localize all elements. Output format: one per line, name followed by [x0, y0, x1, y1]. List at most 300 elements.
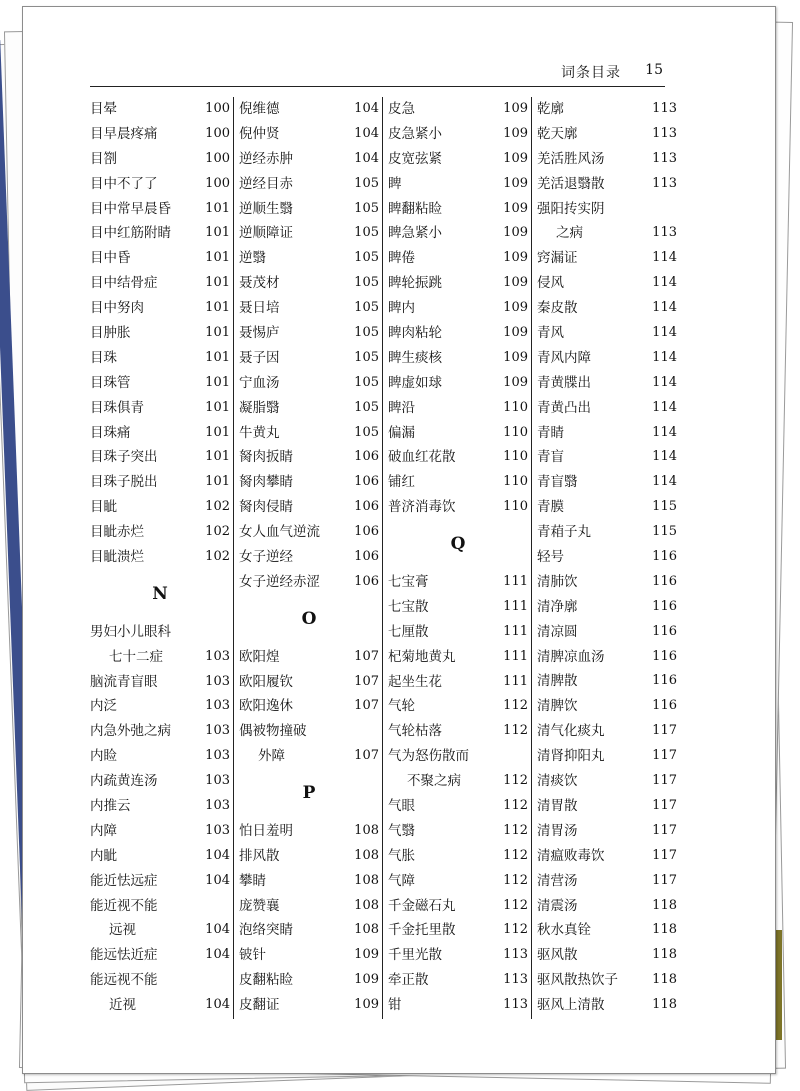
- entry-term: 皮翻粘睑: [239, 972, 293, 989]
- entry-term: 睥: [388, 175, 402, 192]
- entry-page: 104: [354, 101, 379, 116]
- entry-page: 110: [503, 399, 528, 415]
- entry-term: 庞赞襄: [239, 897, 280, 914]
- index-entry: [388, 445, 528, 470]
- entry-term: 清气化痰丸: [537, 723, 605, 740]
- entry-term: 青黄牒出: [537, 374, 591, 391]
- index-entry: [388, 197, 528, 222]
- entry-term: 逆经目赤: [239, 175, 293, 192]
- entry-term: 清净廓: [537, 598, 578, 615]
- entry-term: 破血红花散: [388, 449, 456, 466]
- entry-page: 102: [205, 499, 230, 515]
- index-entry: [537, 595, 677, 620]
- entry-term: 气轮枯落: [388, 723, 442, 740]
- entry-term: 睥肉粘轮: [388, 325, 442, 342]
- entry-page: 101: [205, 399, 230, 415]
- entry-page: 101: [205, 300, 230, 316]
- index-entry: [239, 197, 379, 222]
- entry-page: 104: [354, 150, 379, 166]
- index-entry: [90, 97, 230, 122]
- entry-term: 目早晨疼痛: [90, 125, 158, 142]
- entry-page: 111: [503, 623, 528, 639]
- entry-page: 106: [354, 499, 379, 515]
- entry-page: 112: [503, 922, 528, 938]
- column-divider: [531, 97, 532, 1019]
- entry-page: 105: [354, 250, 379, 266]
- entry-page: 117: [652, 773, 677, 789]
- entry-term: 倪维德: [239, 101, 280, 117]
- entry-page: 114: [652, 250, 677, 266]
- entry-page: 103: [205, 748, 230, 764]
- entry-page: 111: [503, 598, 528, 614]
- entry-term: 睥轮振跳: [388, 275, 442, 292]
- entry-term: 目中常早晨昏: [90, 200, 171, 217]
- entry-term: 清肺饮: [537, 573, 578, 590]
- entry-term: 能远视不能: [90, 972, 158, 989]
- entry-page: 101: [205, 474, 230, 490]
- entry-page: 114: [652, 300, 677, 316]
- index-entry: [239, 371, 379, 396]
- index-entry: [90, 421, 230, 446]
- index-entry: [537, 197, 677, 222]
- entry-term: 凝脂翳: [239, 399, 280, 416]
- index-entry: [239, 271, 379, 296]
- entry-term: 欧阳逸休: [239, 698, 293, 715]
- index-entry: [537, 894, 677, 919]
- index-entry: [388, 918, 528, 943]
- entry-term: 清凉圆: [537, 623, 578, 640]
- entry-term: 青葙子丸: [537, 524, 591, 541]
- index-entry: [90, 396, 230, 421]
- entry-term: 驱风散: [537, 947, 578, 964]
- entry-term: 女子逆经赤涩: [239, 573, 320, 590]
- index-entry: [239, 97, 379, 122]
- index-entry: [537, 993, 677, 1018]
- entry-term: 能近视不能: [90, 897, 158, 914]
- index-entry: [388, 943, 528, 968]
- index-entry: [90, 445, 230, 470]
- index-entry: [239, 495, 379, 520]
- entry-term: 普济消毒饮: [388, 499, 456, 516]
- entry-term: 羌活胜风汤: [537, 150, 605, 167]
- index-entry: [537, 620, 677, 645]
- entry-term: 清脾凉血汤: [537, 648, 605, 665]
- index-entry: [537, 147, 677, 172]
- entry-page: 101: [205, 225, 230, 241]
- index-entry: [537, 694, 677, 719]
- section-letter: P: [302, 783, 316, 804]
- entry-term: 睥沿: [388, 399, 415, 416]
- entry-page: 110: [503, 449, 528, 465]
- entry-term: 目肿胀: [90, 325, 131, 342]
- entry-term: 怕日羞明: [239, 822, 293, 839]
- entry-term: 青风内障: [537, 349, 591, 366]
- entry-term: 睥虚如球: [388, 374, 442, 391]
- entry-term: 目珠痛: [90, 424, 131, 441]
- entry-page: 101: [205, 349, 230, 365]
- entry-page: 103: [205, 773, 230, 789]
- entry-term: 乾廓: [537, 101, 564, 117]
- entry-page: 118: [652, 897, 677, 913]
- entry-page: 114: [652, 349, 677, 365]
- entry-page: 113: [652, 150, 677, 166]
- entry-page: 106: [354, 573, 379, 589]
- entry-page: 110: [503, 499, 528, 515]
- entry-page: 105: [354, 399, 379, 415]
- entry-term: 清营汤: [537, 872, 578, 889]
- entry-page: 115: [652, 524, 677, 540]
- entry-page: 116: [652, 573, 677, 589]
- entry-term: 女人血气逆流: [239, 524, 320, 541]
- index-entry: [388, 645, 528, 670]
- index-entry: [537, 719, 677, 744]
- entry-term: 气翳: [388, 822, 415, 839]
- index-entry: [90, 694, 230, 719]
- entry-page: 111: [503, 648, 528, 664]
- index-entry: [388, 172, 528, 197]
- entry-term: 清胃散: [537, 797, 578, 814]
- index-entry: [239, 396, 379, 421]
- index-entry: [90, 894, 230, 919]
- index-entry: [388, 869, 528, 894]
- index-entry: [90, 645, 230, 670]
- entry-term: 清瘟败毒饮: [537, 847, 605, 864]
- entry-page: 105: [354, 175, 379, 191]
- index-entry: [239, 296, 379, 321]
- entry-page: 101: [205, 250, 230, 266]
- index-entry: [388, 719, 528, 744]
- index-column-2: [239, 97, 379, 1022]
- index-column-3: [388, 97, 528, 1022]
- index-entry: [239, 694, 379, 719]
- entry-term: 目中不了了: [90, 175, 158, 192]
- index-entry: [90, 321, 230, 346]
- entry-page: 117: [652, 872, 677, 888]
- entry-page: 117: [652, 822, 677, 838]
- index-entry: [388, 296, 528, 321]
- entry-page: 109: [503, 275, 528, 291]
- entry-page: 110: [503, 474, 528, 490]
- index-entry: [388, 968, 528, 993]
- index-entry: [388, 122, 528, 147]
- entry-term: 内推云: [90, 797, 131, 814]
- entry-page: 115: [652, 499, 677, 515]
- entry-term: 目珠子突出: [90, 449, 158, 466]
- entry-term: 清脾散: [537, 673, 578, 690]
- entry-page: 112: [503, 897, 528, 913]
- index-entry: [537, 470, 677, 495]
- index-entry: [90, 271, 230, 296]
- entry-page: 114: [652, 374, 677, 390]
- entry-term: 逆翳: [239, 250, 266, 267]
- index-entry: [388, 694, 528, 719]
- entry-page: 103: [205, 822, 230, 838]
- index-entry: [239, 943, 379, 968]
- entry-page: 108: [354, 897, 379, 913]
- entry-term: 杞菊地黄丸: [388, 648, 456, 665]
- index-entry: [388, 769, 528, 794]
- entry-term: 睥急紧小: [388, 225, 442, 242]
- entry-term: 内障: [90, 822, 117, 839]
- entry-term: 羌活退翳散: [537, 175, 605, 192]
- entry-page: 117: [652, 723, 677, 739]
- index-entry: [537, 321, 677, 346]
- index-entry: [537, 869, 677, 894]
- section-letter: Q: [450, 534, 466, 555]
- entry-term: 胬肉攀睛: [239, 474, 293, 491]
- index-entry: [537, 271, 677, 296]
- entry-page: 109: [503, 225, 528, 241]
- index-entry: [388, 246, 528, 271]
- entry-term: 青风: [537, 325, 564, 342]
- entry-page: 101: [205, 275, 230, 291]
- entry-term: 睥内: [388, 300, 415, 317]
- index-entry: [90, 296, 230, 321]
- entry-term: 内急外弛之病: [90, 723, 171, 740]
- entry-term: 牵正散: [388, 972, 429, 989]
- entry-term: 目中红筋附睛: [90, 225, 171, 242]
- index-entry: [239, 918, 379, 943]
- index-entry: [239, 346, 379, 371]
- page-number: 15: [645, 62, 663, 78]
- entry-term: 胬肉侵睛: [239, 499, 293, 516]
- entry-term: 驱风散热饮子: [537, 972, 618, 989]
- entry-term: 睥翻粘睑: [388, 200, 442, 217]
- entry-term: 目珠子脱出: [90, 474, 158, 491]
- entry-term: 宁血汤: [239, 374, 280, 391]
- entry-page: 106: [354, 549, 379, 565]
- entry-term: 皮急: [388, 101, 415, 117]
- index-entry: [239, 147, 379, 172]
- index-entry: [239, 844, 379, 869]
- index-entry: [90, 869, 230, 894]
- entry-page: 114: [652, 424, 677, 440]
- index-entry: [388, 744, 528, 769]
- entry-page: 109: [503, 349, 528, 365]
- entry-page: 105: [354, 300, 379, 316]
- entry-page: 104: [205, 847, 230, 863]
- entry-term: 聂日培: [239, 300, 280, 317]
- entry-page: 116: [652, 598, 677, 614]
- index-entry: [537, 570, 677, 595]
- entry-term: 铍针: [239, 947, 266, 964]
- entry-page: 103: [205, 797, 230, 813]
- entry-page: 104: [205, 947, 230, 963]
- entry-term: 牛黄丸: [239, 424, 280, 441]
- index-entry: [239, 670, 379, 695]
- entry-term: 聂茂材: [239, 275, 280, 292]
- entry-term: 千金磁石丸: [388, 897, 456, 914]
- entry-page: 109: [354, 997, 379, 1013]
- entry-term: 聂子因: [239, 349, 280, 366]
- index-entry: [537, 172, 677, 197]
- index-entry: [90, 221, 230, 246]
- index-entry: [239, 645, 379, 670]
- entry-page: 106: [354, 449, 379, 465]
- entry-term: 能近怯远症: [90, 872, 158, 889]
- entry-page: 118: [652, 922, 677, 938]
- entry-page: 118: [652, 972, 677, 988]
- entry-page: 108: [354, 872, 379, 888]
- section-letter: N: [152, 583, 168, 604]
- entry-term: 目中昏: [90, 250, 131, 267]
- index-entry: [90, 470, 230, 495]
- index-entry: [239, 246, 379, 271]
- index-entry: [388, 495, 528, 520]
- entry-term: 之病: [556, 225, 583, 242]
- entry-term: 目眦赤烂: [90, 524, 144, 541]
- index-entry: [537, 744, 677, 769]
- index-entry: [90, 371, 230, 396]
- entry-page: 112: [503, 698, 528, 714]
- entry-page: 101: [205, 449, 230, 465]
- entry-page: 100: [205, 125, 230, 141]
- entry-page: 100: [205, 101, 230, 116]
- entry-page: 116: [652, 623, 677, 639]
- index-entry: [90, 520, 230, 545]
- entry-page: 109: [503, 250, 528, 266]
- entry-term: 窍漏证: [537, 250, 578, 267]
- entry-page: 107: [354, 698, 379, 714]
- index-column-4: [537, 97, 677, 1022]
- entry-term: 气为怒伤散而: [388, 748, 469, 765]
- index-entry: [537, 794, 677, 819]
- entry-page: 109: [503, 200, 528, 216]
- entry-page: 114: [652, 474, 677, 490]
- index-entry: [388, 421, 528, 446]
- index-entry: [90, 172, 230, 197]
- index-entry: [90, 122, 230, 147]
- entry-page: 109: [503, 175, 528, 191]
- entry-term: 强阳抟实阴: [537, 200, 605, 217]
- entry-page: 113: [503, 972, 528, 988]
- index-entry: [239, 520, 379, 545]
- index-entry: [90, 794, 230, 819]
- index-column-1: [90, 97, 230, 1022]
- entry-page: 103: [205, 698, 230, 714]
- entry-term: 铺红: [388, 474, 415, 491]
- entry-term: 秋水真铨: [537, 922, 591, 939]
- index-entry: [90, 346, 230, 371]
- index-entry: [388, 894, 528, 919]
- entry-term: 青黄凸出: [537, 399, 591, 416]
- entry-term: 逆顺障证: [239, 225, 293, 242]
- entry-term: 目晕: [90, 101, 117, 117]
- index-entry: [537, 371, 677, 396]
- index-entry: [537, 844, 677, 869]
- entry-page: 113: [503, 947, 528, 963]
- entry-page: 116: [652, 698, 677, 714]
- index-entry: [537, 669, 677, 694]
- entry-page: 117: [652, 847, 677, 863]
- entry-term: 气轮: [388, 698, 415, 715]
- entry-page: 116: [652, 673, 677, 689]
- index-entry: [537, 421, 677, 446]
- entry-term: 七厘散: [388, 623, 429, 640]
- index-entry: [537, 296, 677, 321]
- entry-term: 七宝散: [388, 598, 429, 615]
- entry-page: 107: [354, 648, 379, 664]
- index-entry: [388, 147, 528, 172]
- entry-page: 109: [354, 947, 379, 963]
- entry-page: 113: [503, 997, 528, 1013]
- entry-page: 116: [652, 549, 677, 565]
- entry-term: 内疏黄连汤: [90, 773, 158, 790]
- index-entry: [537, 122, 677, 147]
- entry-page: 104: [354, 125, 379, 141]
- entry-term: 气胀: [388, 847, 415, 864]
- entry-term: 近视: [109, 997, 136, 1014]
- entry-page: 109: [503, 101, 528, 116]
- entry-page: 103: [205, 673, 230, 689]
- entry-term: 目珠俱青: [90, 399, 144, 416]
- entry-term: 女子逆经: [239, 549, 293, 566]
- index-entry: [388, 794, 528, 819]
- entry-term: 偏漏: [388, 424, 415, 441]
- index-entry: [537, 943, 677, 968]
- index-entry: [239, 172, 379, 197]
- entry-term: 聂惕庐: [239, 325, 280, 342]
- index-entry: [239, 993, 379, 1018]
- entry-page: 113: [652, 175, 677, 191]
- index-entry: [239, 221, 379, 246]
- entry-page: 109: [503, 125, 528, 141]
- index-entry: [537, 545, 677, 570]
- entry-term: 皮翻证: [239, 997, 280, 1014]
- entry-term: 倪仲贤: [239, 125, 280, 142]
- index-entry: [239, 968, 379, 993]
- entry-term: 内睑: [90, 748, 117, 765]
- entry-page: 101: [205, 325, 230, 341]
- page-header-title: 词条目录: [561, 65, 621, 81]
- index-entry: [537, 445, 677, 470]
- entry-term: 不聚之病: [407, 773, 461, 790]
- entry-page: 116: [652, 648, 677, 664]
- column-divider: [382, 97, 383, 1019]
- index-entry: [388, 570, 528, 595]
- index-entry: [537, 346, 677, 371]
- entry-term: 目眦溃烂: [90, 549, 144, 566]
- entry-term: 睥倦: [388, 250, 415, 267]
- entry-page: 100: [205, 150, 230, 166]
- index-entry: [239, 744, 379, 769]
- entry-page: 113: [652, 125, 677, 141]
- entry-term: 欧阳煌: [239, 648, 280, 665]
- index-entry: [239, 869, 379, 894]
- entry-term: 排风散: [239, 847, 280, 864]
- index-entry: [239, 819, 379, 844]
- index-entry: [90, 620, 230, 645]
- entry-term: 轻号: [537, 549, 564, 566]
- index-entry: [388, 97, 528, 122]
- entry-term: 远视: [109, 922, 136, 939]
- entry-term: 气障: [388, 872, 415, 889]
- entry-page: 104: [205, 922, 230, 938]
- index-entry: [388, 271, 528, 296]
- entry-page: 117: [652, 797, 677, 813]
- entry-page: 108: [354, 847, 379, 863]
- entry-page: 109: [503, 374, 528, 390]
- index-entry: [239, 894, 379, 919]
- index-entry: [537, 645, 677, 670]
- entry-page: 109: [354, 972, 379, 988]
- entry-term: 清胃汤: [537, 822, 578, 839]
- entry-term: 清痰饮: [537, 773, 578, 790]
- index-entry: [90, 943, 230, 968]
- entry-page: 112: [503, 773, 528, 789]
- index-entry: [388, 321, 528, 346]
- entry-page: 112: [503, 797, 528, 813]
